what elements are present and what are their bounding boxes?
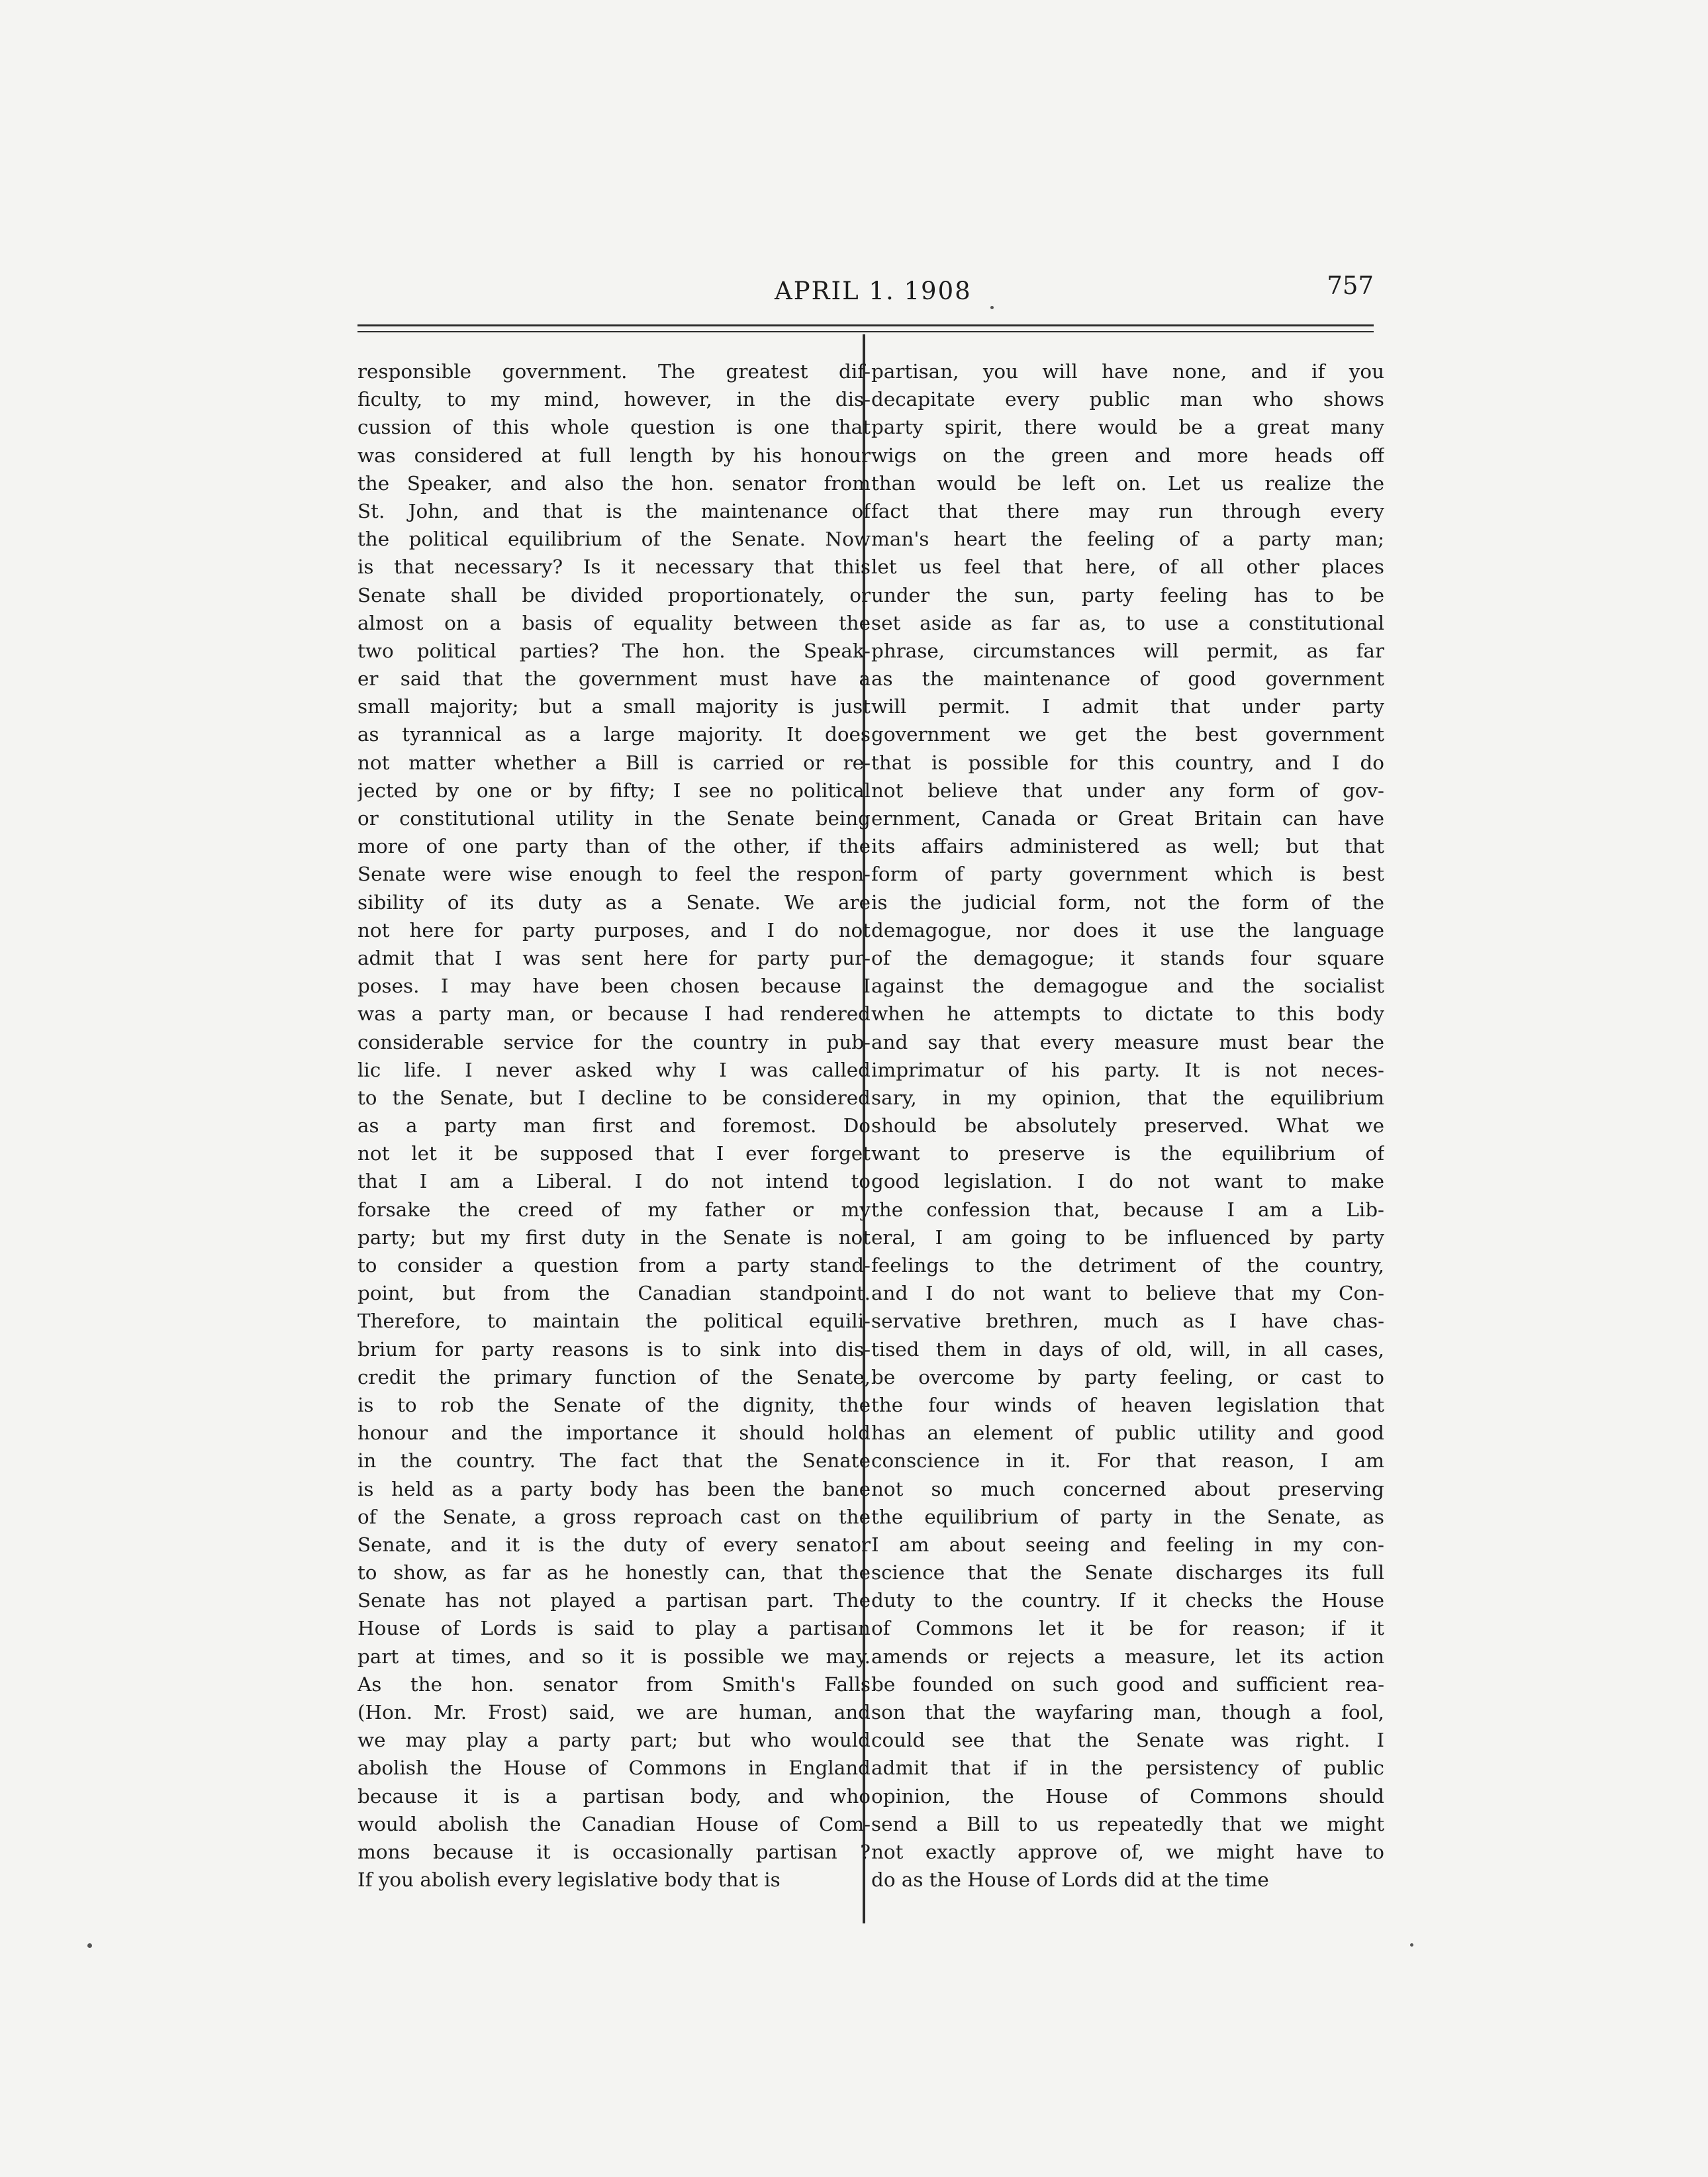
- text-line: to the Senate, but I decline to be considered: [357, 1086, 871, 1109]
- text-line: demagogue, nor does it use the language: [871, 918, 1384, 942]
- text-line: Senate shall be divided proportionately, or: [357, 583, 871, 606]
- text-line: should be absolutely preserved. What we: [871, 1114, 1384, 1137]
- text-line: party spirit, there would be a great many: [871, 416, 1384, 439]
- text-line: honour and the importance it should hold: [357, 1422, 871, 1445]
- text-line: government we get the best government: [871, 723, 1384, 746]
- text-line: against the demagogue and the socialist: [871, 975, 1384, 998]
- text-line: science that the Senate discharges its full: [871, 1561, 1384, 1584]
- text-line: more of one party than of the other, if the: [357, 835, 871, 858]
- text-line: decapitate every public man who shows: [871, 388, 1384, 411]
- text-line: abolish the House of Commons in England: [357, 1757, 871, 1780]
- text-line: of Commons let it be for reason; if it: [871, 1617, 1384, 1640]
- text-line: wigs on the green and more heads off: [871, 444, 1384, 467]
- text-line: is that necessary? Is it necessary that this: [357, 556, 871, 579]
- text-line: servative brethren, much as I have chas-: [871, 1310, 1384, 1333]
- text-line: sary, in my opinion, that the equilibrium: [871, 1086, 1384, 1109]
- text-line: not let it be supposed that I ever forget: [357, 1142, 871, 1165]
- text-line: duty to the country. If it checks the House: [871, 1589, 1384, 1612]
- text-line: admit that if in the persistency of public: [871, 1757, 1384, 1780]
- text-line: set aside as far as, to use a constitutional: [871, 611, 1384, 634]
- text-line: not believe that under any form of gov-: [871, 779, 1384, 802]
- text-line: the political equilibrium of the Senate. Now: [357, 528, 871, 551]
- text-line: feelings to the detriment of the country,: [871, 1254, 1384, 1277]
- text-line: son that the wayfaring man, though a fool,: [871, 1701, 1384, 1723]
- text-line: not here for party purposes, and I do not: [357, 918, 871, 942]
- text-line: admit that I was sent here for party pur-: [357, 946, 871, 969]
- text-line: good legislation. I do not want to make: [871, 1170, 1384, 1193]
- text-line: was a party man, or because I had rendered: [357, 1002, 871, 1026]
- text-line: is to rob the Senate of the dignity, the: [357, 1393, 871, 1416]
- text-line: part at times, and so it is possible we may.: [357, 1645, 871, 1668]
- text-line: let us feel that here, of all other places: [871, 556, 1384, 579]
- text-line: opinion, the House of Commons should: [871, 1784, 1384, 1808]
- scan-speck: [1410, 1943, 1413, 1947]
- text-line: cussion of this whole question is one that: [357, 416, 871, 439]
- text-line: Therefore, to maintain the political equili-: [357, 1310, 871, 1333]
- text-line: form of party government which is best: [871, 863, 1384, 886]
- text-line: I am about seeing and feeling in my con-: [871, 1533, 1384, 1556]
- text-line: is held as a party body has been the bane: [357, 1477, 871, 1500]
- text-line: and say that every measure must bear the: [871, 1030, 1384, 1053]
- text-line: lic life. I never asked why I was called: [357, 1058, 871, 1081]
- right-text-column: [871, 358, 1384, 1894]
- text-line: has an element of public utility and good: [871, 1422, 1384, 1445]
- text-line: when he attempts to dictate to this body: [871, 1002, 1384, 1026]
- text-line: the four winds of heaven legislation that: [871, 1393, 1384, 1416]
- text-line: under the sun, party feeling has to be: [871, 583, 1384, 606]
- text-line: partisan, you will have none, and if you: [871, 360, 1384, 383]
- text-line: jected by one or by fifty; I see no political: [357, 779, 871, 802]
- text-line: responsible government. The greatest dif-: [357, 360, 871, 383]
- text-line: House of Lords is said to play a partisan: [357, 1617, 871, 1640]
- text-line: not exactly approve of, we might have to: [871, 1840, 1384, 1863]
- text-line: Senate were wise enough to feel the respon-: [357, 863, 871, 886]
- page-date: APRIL 1. 1908: [775, 277, 972, 305]
- scan-speck: [87, 1943, 92, 1948]
- text-line: fact that there may run through every: [871, 499, 1384, 522]
- text-line: could see that the Senate was right. I: [871, 1729, 1384, 1752]
- text-line: two political parties? The hon. the Speak-: [357, 639, 871, 662]
- text-line: the confession that, because I am a Lib-: [871, 1198, 1384, 1221]
- text-line: sibility of its duty as a Senate. We are: [357, 891, 871, 914]
- text-line: was considered at full length by his honour: [357, 444, 871, 467]
- text-line: ernment, Canada or Great Britain can have: [871, 807, 1384, 830]
- text-line: and I do not want to believe that my Con-: [871, 1282, 1384, 1305]
- text-line: mons because it is occasionally partisan ?: [357, 1840, 871, 1863]
- text-line: tised them in days of old, will, in all cases,: [871, 1337, 1384, 1361]
- text-line: send a Bill to us repeatedly that we might: [871, 1812, 1384, 1835]
- text-line: of the Senate, a gross reproach cast on the: [357, 1505, 871, 1528]
- text-line: almost on a basis of equality between the: [357, 611, 871, 634]
- text-line: point, but from the Canadian standpoint.: [357, 1282, 871, 1305]
- text-line: than would be left on. Let us realize the: [871, 471, 1384, 495]
- text-line: to show, as far as he honestly can, that the: [357, 1561, 871, 1584]
- text-line: as the maintenance of good government: [871, 667, 1384, 691]
- text-line: Senate, and it is the duty of every senator: [357, 1533, 871, 1556]
- text-line: to consider a question from a party stand-: [357, 1254, 871, 1277]
- text-line: amends or rejects a measure, let its action: [871, 1645, 1384, 1668]
- text-line: St. John, and that is the maintenance of: [357, 499, 871, 522]
- text-line: is the judicial form, not the form of the: [871, 891, 1384, 914]
- text-line: the equilibrium of party in the Senate, as: [871, 1505, 1384, 1528]
- text-line: would abolish the Canadian House of Com-: [357, 1812, 871, 1835]
- text-line: man's heart the feeling of a party man;: [871, 528, 1384, 551]
- text-line: because it is a partisan body, and who: [357, 1784, 871, 1808]
- text-line: (Hon. Mr. Frost) said, we are human, and: [357, 1701, 871, 1723]
- text-line: imprimatur of his party. It is not neces-: [871, 1058, 1384, 1081]
- text-line: phrase, circumstances will permit, as far: [871, 639, 1384, 662]
- text-line: that is possible for this country, and I do: [871, 751, 1384, 774]
- text-line: eral, I am going to be influenced by party: [871, 1226, 1384, 1249]
- text-line: ficulty, to my mind, however, in the dis-: [357, 388, 871, 411]
- text-line: will permit. I admit that under party: [871, 695, 1384, 718]
- text-line: be founded on such good and sufficient rea-: [871, 1672, 1384, 1696]
- text-line: considerable service for the country in pub-: [357, 1030, 871, 1053]
- text-line: do as the House of Lords did at the time: [871, 1868, 1269, 1892]
- text-line: If you abolish every legislative body that is: [357, 1868, 781, 1892]
- text-line: not so much concerned about preserving: [871, 1477, 1384, 1500]
- text-line: or constitutional utility in the Senate being: [357, 807, 871, 830]
- scan-speck: [990, 306, 994, 309]
- text-line: er said that the government must have a: [357, 667, 871, 691]
- text-line: want to preserve is the equilibrium of: [871, 1142, 1384, 1165]
- text-line: not matter whether a Bill is carried or re-: [357, 751, 871, 774]
- text-line: be overcome by party feeling, or cast to: [871, 1365, 1384, 1388]
- left-text-column: [357, 358, 871, 1894]
- text-line: as tyrannical as a large majority. It does: [357, 723, 871, 746]
- text-line: conscience in it. For that reason, I am: [871, 1449, 1384, 1473]
- text-line: that I am a Liberal. I do not intend to: [357, 1170, 871, 1193]
- text-line: the Speaker, and also the hon. senator from: [357, 471, 871, 495]
- page-number: 757: [1327, 271, 1374, 300]
- text-line: party; but my first duty in the Senate is not: [357, 1226, 871, 1249]
- text-line: forsake the creed of my father or my: [357, 1198, 871, 1221]
- text-line: its affairs administered as well; but that: [871, 835, 1384, 858]
- text-line: we may play a party part; but who would: [357, 1729, 871, 1752]
- text-line: as a party man first and foremost. Do: [357, 1114, 871, 1137]
- text-line: small majority; but a small majority is just: [357, 695, 871, 718]
- text-line: of the demagogue; it stands four square: [871, 946, 1384, 969]
- header-double-rule: [357, 324, 1374, 332]
- text-line: in the country. The fact that the Senate: [357, 1449, 871, 1473]
- page-header: [357, 271, 1374, 318]
- text-line: credit the primary function of the Senate,: [357, 1365, 871, 1388]
- text-line: poses. I may have been chosen because I: [357, 975, 871, 998]
- text-line: As the hon. senator from Smith's Falls: [357, 1672, 871, 1696]
- text-line: Senate has not played a partisan part. The: [357, 1589, 871, 1612]
- text-line: brium for party reasons is to sink into dis-: [357, 1337, 871, 1361]
